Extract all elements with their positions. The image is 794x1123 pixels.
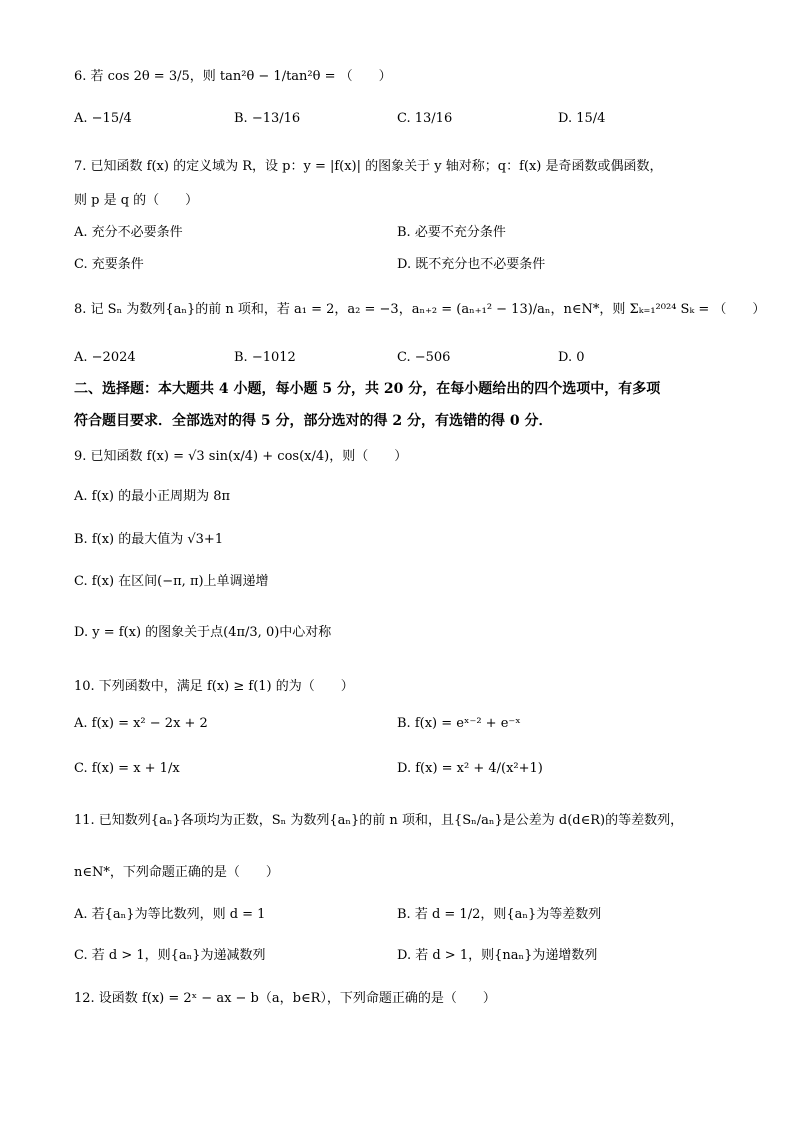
q10-option-b: B. f(x) = eˣ⁻² + e⁻ˣ xyxy=(397,716,521,731)
q7-option-a: A. 充分不必要条件 xyxy=(74,225,183,240)
q12-stem: 12. 设函数 f(x) = 2ˣ − ax − b（a，b∈R），下列命题正确的是（ ） xyxy=(74,991,496,1006)
q6-option-a: A. −15/4 xyxy=(74,111,132,126)
q9-option-a: A. f(x) 的最小正周期为 8π xyxy=(74,489,231,504)
q9-option-b: B. f(x) 的最大值为 √3+1 xyxy=(74,532,224,547)
q10-option-a: A. f(x) = x² − 2x + 2 xyxy=(74,716,208,731)
q7-option-c: C. 充要条件 xyxy=(74,257,144,272)
q7-option-b: B. 必要不充分条件 xyxy=(397,225,506,240)
q10-stem: 10. 下列函数中，满足 f(x) ≥ f(1) 的为（ ） xyxy=(74,679,354,694)
q6-stem: 6. 若 cos 2θ = 3/5，则 tan²θ − 1/tan²θ = （ ） xyxy=(74,69,392,84)
q7-stem-line1: 7. 已知函数 f(x) 的定义域为 R，设 p：y = |f(x)| 的图象关于 y 轴对称；q：f(x) 是奇函数或偶函数， xyxy=(74,159,663,174)
q8-option-c: C. −506 xyxy=(397,350,451,365)
q11-option-b: B. 若 d = 1/2，则{aₙ}为等差数列 xyxy=(397,907,602,922)
q9-option-c: C. f(x) 在区间(−π, π)上单调递增 xyxy=(74,574,269,589)
q8-option-a: A. −2024 xyxy=(74,350,136,365)
q10-option-d: D. f(x) = x² + 4/(x²+1) xyxy=(397,761,543,776)
section2-header-line2: 符合题目要求．全部选对的得 5 分，部分选对的得 2 分，有选错的得 0 分． xyxy=(74,413,553,429)
q11-option-a: A. 若{aₙ}为等比数列，则 d = 1 xyxy=(74,907,266,922)
q8-option-b: B. −1012 xyxy=(234,350,296,365)
section2-header-line1: 二、选择题：本大题共 4 小题，每小题 5 分，共 20 分，在每小题给出的四个选项中，有多项 xyxy=(74,381,661,397)
q8-stem: 8. 记 Sₙ 为数列{aₙ}的前 n 项和，若 a₁ = 2，a₂ = −3，aₙ₊₂ = (aₙ₊₁² − 13)/aₙ，n∈N*，则 Σₖ₌₁²⁰²⁴ Sₖ = （ ） xyxy=(74,302,766,317)
q9-stem: 9. 已知函数 f(x) = √3 sin(x/4) + cos(x/4)，则（ ） xyxy=(74,449,408,464)
q11-option-d: D. 若 d > 1，则{naₙ}为递增数列 xyxy=(397,948,598,963)
q9-option-d: D. y = f(x) 的图象关于点(4π/3, 0)中心对称 xyxy=(74,625,332,640)
q6-option-d: D. 15/4 xyxy=(558,111,606,126)
q7-option-d: D. 既不充分也不必要条件 xyxy=(397,257,546,272)
q6-option-c: C. 13/16 xyxy=(397,111,453,126)
q11-option-c: C. 若 d > 1，则{aₙ}为递减数列 xyxy=(74,948,266,963)
q6-option-b: B. −13/16 xyxy=(234,111,301,126)
q7-stem-line2: 则 p 是 q 的（ ） xyxy=(74,193,199,208)
q11-stem-line2: n∈N*，下列命题正确的是（ ） xyxy=(74,865,279,880)
q10-option-c: C. f(x) = x + 1/x xyxy=(74,761,180,776)
q11-stem-line1: 11. 已知数列{aₙ}各项均为正数，Sₙ 为数列{aₙ}的前 n 项和，且{Sₙ/aₙ}是公差为 d(d∈R)的等差数列， xyxy=(74,813,684,828)
q8-option-d: D. 0 xyxy=(558,350,585,365)
